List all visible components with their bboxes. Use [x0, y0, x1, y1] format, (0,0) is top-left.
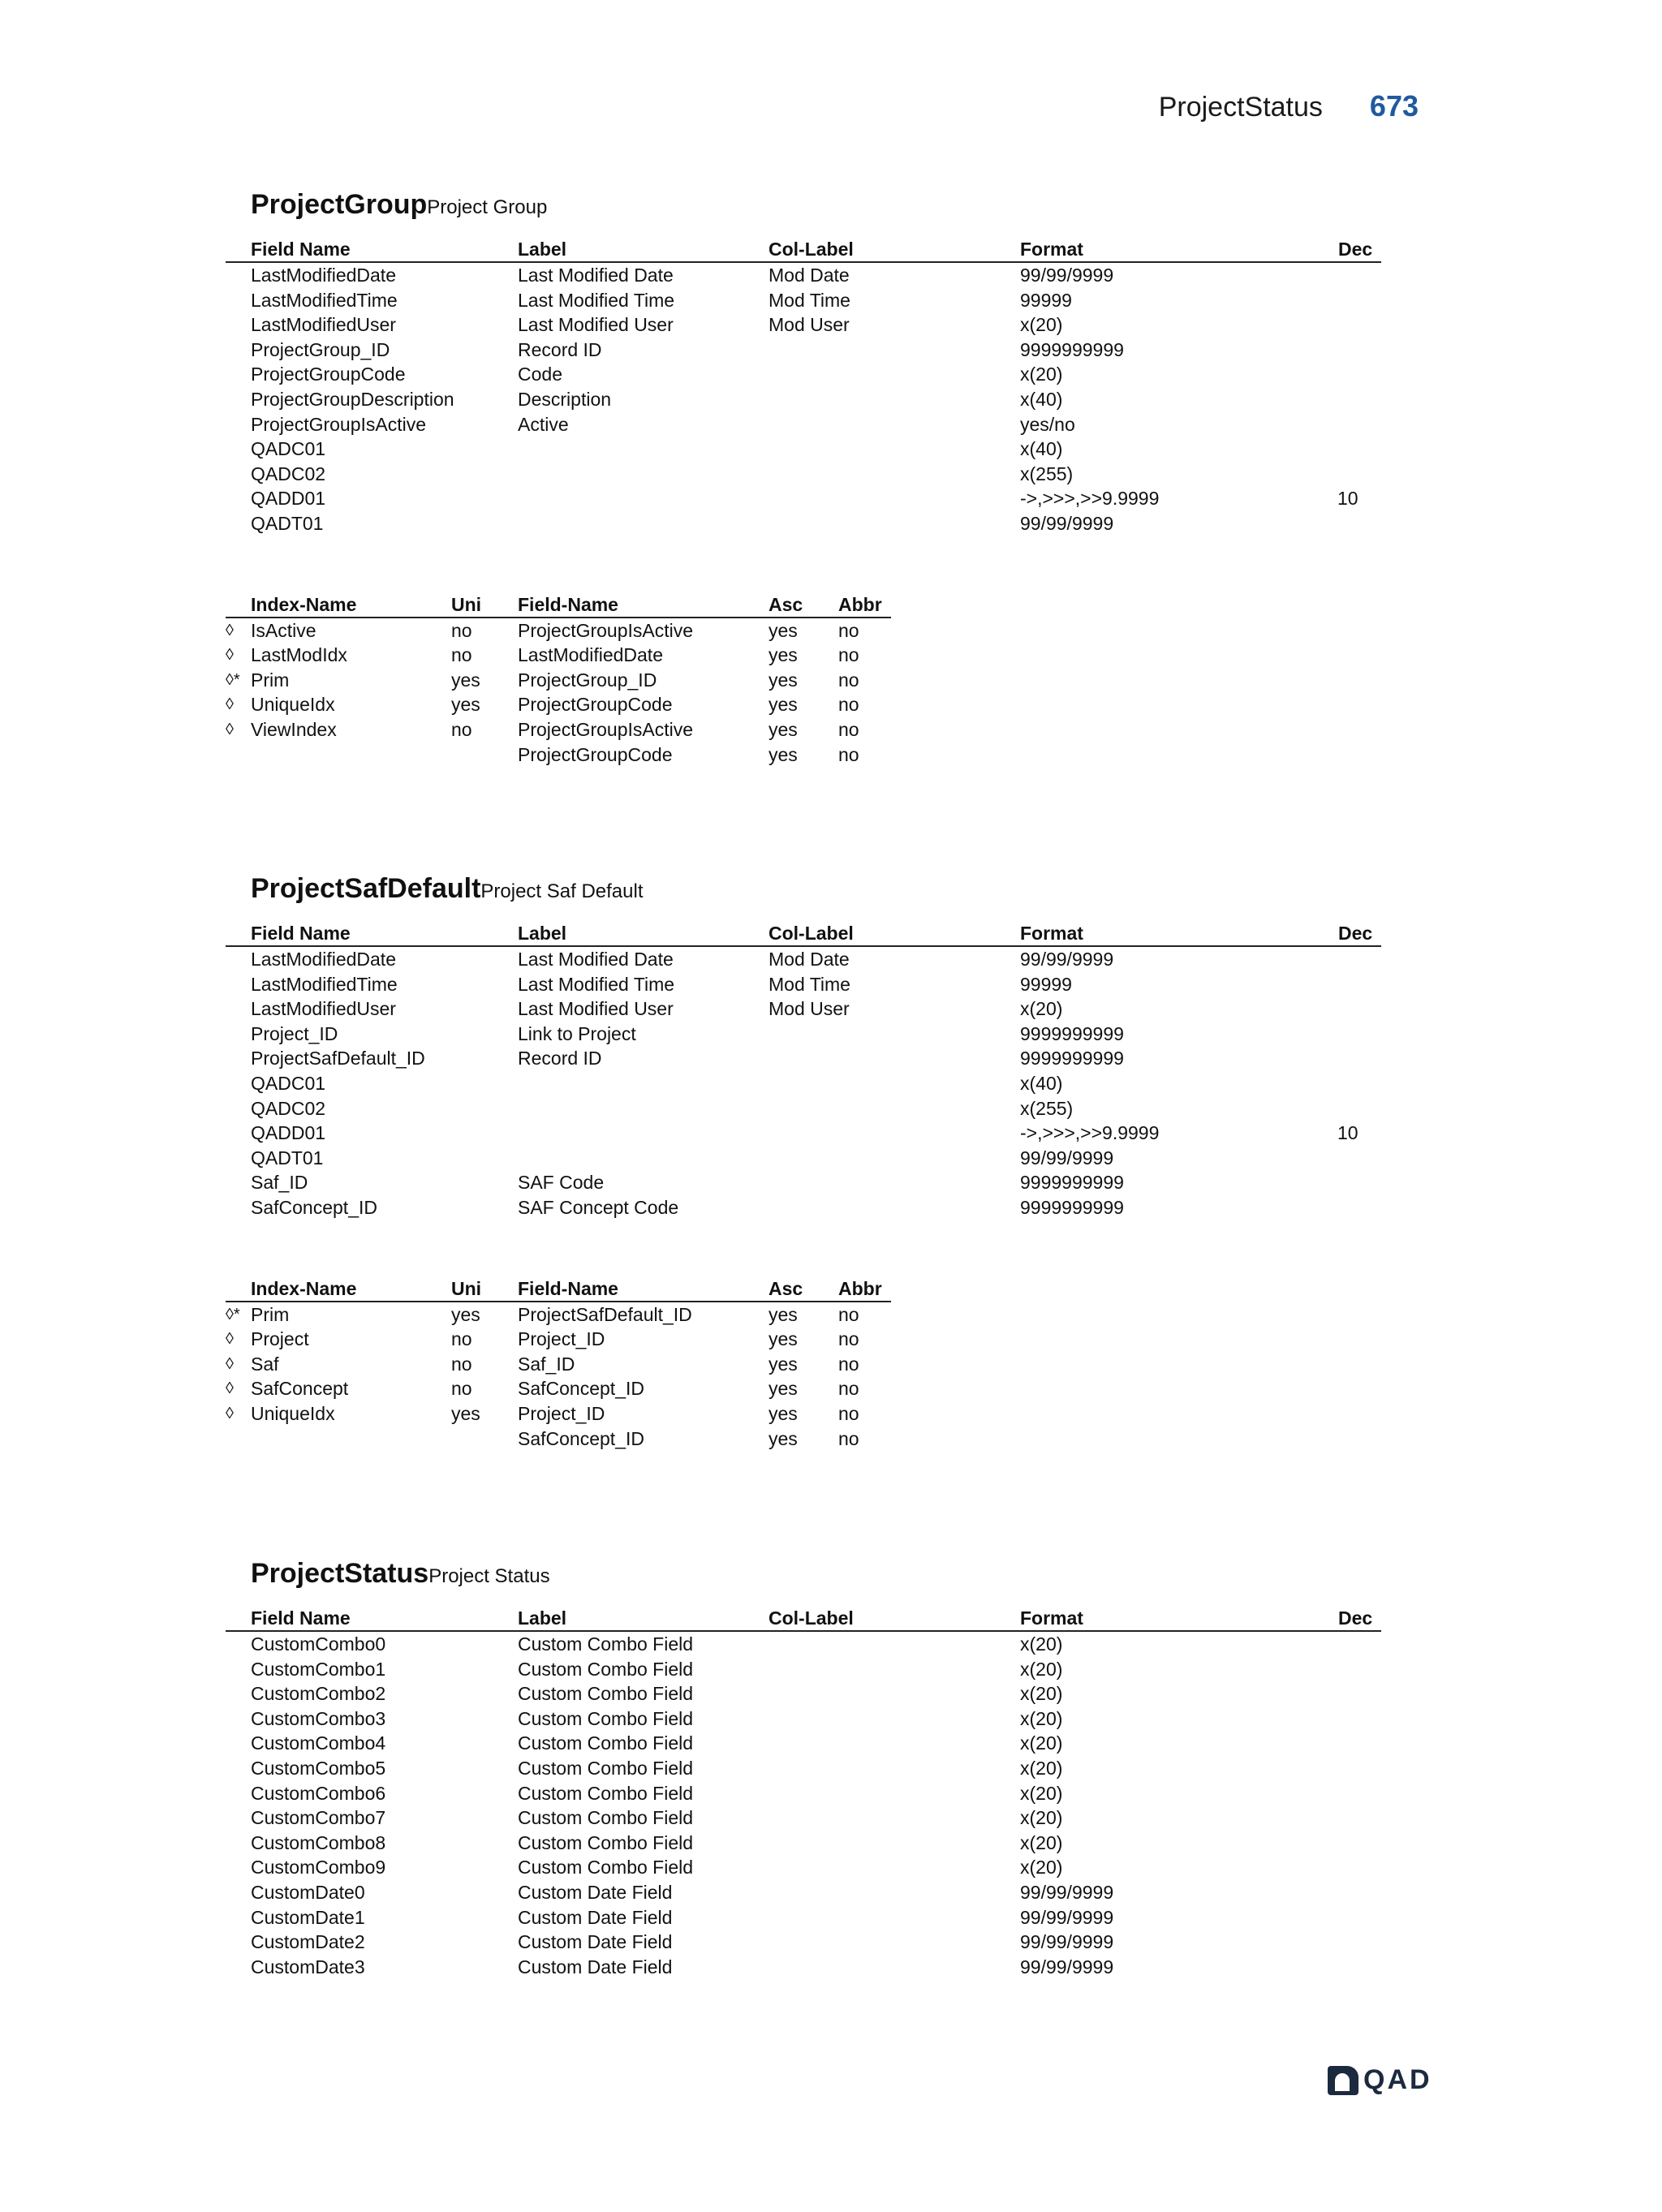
field-name: CustomCombo8	[251, 1831, 386, 1853]
header-label: Label	[518, 1607, 567, 1629]
table-row	[226, 1706, 1381, 1732]
field-name: CustomCombo6	[251, 1782, 386, 1804]
page-header	[1159, 89, 1419, 123]
table-row	[226, 1022, 1381, 1047]
index-table-header	[226, 593, 891, 618]
index-unique: no	[451, 1353, 472, 1375]
header-col-label: Col-Label	[769, 239, 854, 260]
field-name: CustomCombo0	[251, 1633, 386, 1655]
table-section-projectsafdefault	[226, 873, 1381, 1451]
index-marker: ◊	[226, 1330, 234, 1349]
table-name: ProjectSafDefault	[251, 873, 481, 904]
index-marker: ◊	[226, 720, 234, 738]
field-name: CustomCombo5	[251, 1757, 386, 1779]
table-row	[226, 387, 1381, 412]
header-field-name: Field Name	[251, 239, 351, 260]
field-name: LastModifiedUser	[251, 314, 396, 336]
header-col-label: Col-Label	[769, 1607, 854, 1629]
field-format: x(20)	[1020, 1707, 1063, 1729]
index-field-name: SafConcept_ID	[518, 1427, 644, 1449]
field-col-label: Mod User	[769, 314, 850, 336]
field-name: CustomCombo2	[251, 1683, 386, 1705]
table-row	[226, 668, 891, 693]
field-name: CustomDate3	[251, 1956, 365, 1977]
section-title	[251, 1558, 1406, 1595]
header-dec: Dec	[1338, 239, 1373, 260]
field-label: Custom Date Field	[518, 1906, 673, 1928]
table-row	[226, 1121, 1381, 1146]
index-abbr: no	[838, 718, 859, 740]
table-row	[226, 1930, 1381, 1955]
index-unique: yes	[451, 669, 480, 691]
table-description: Project Group	[427, 196, 548, 218]
field-format: 99/99/9999	[1020, 1147, 1114, 1168]
field-table-header	[226, 922, 1381, 947]
index-abbr: no	[838, 619, 859, 641]
field-name: LastModifiedUser	[251, 998, 396, 1020]
field-format: x(20)	[1020, 1831, 1063, 1853]
table-section-projectstatus	[226, 1558, 1381, 1979]
field-label: Custom Combo Field	[518, 1683, 694, 1705]
field-format: x(20)	[1020, 1782, 1063, 1804]
field-format: 9999999999	[1020, 1048, 1124, 1069]
header-label: Label	[518, 923, 567, 944]
field-label: Custom Combo Field	[518, 1807, 694, 1829]
index-name: Saf	[251, 1353, 279, 1375]
index-abbr: no	[838, 1378, 859, 1400]
field-label: Custom Combo Field	[518, 1658, 694, 1680]
field-label: Custom Combo Field	[518, 1707, 694, 1729]
running-title: ProjectStatus	[1158, 92, 1323, 123]
header-uni: Uni	[451, 1277, 482, 1299]
field-name: CustomCombo3	[251, 1707, 386, 1729]
field-name: CustomCombo4	[251, 1732, 386, 1754]
table-row	[226, 1376, 891, 1401]
index-unique: no	[451, 644, 472, 666]
table-row	[226, 742, 891, 768]
field-format: x(40)	[1020, 388, 1063, 410]
index-unique: yes	[451, 1402, 480, 1424]
field-format: 9999999999	[1020, 1196, 1124, 1218]
field-format: 9999999999	[1020, 338, 1124, 360]
table-row	[226, 1756, 1381, 1781]
index-unique: no	[451, 1378, 472, 1400]
field-name: Saf_ID	[251, 1172, 308, 1194]
field-format: x(20)	[1020, 1757, 1063, 1779]
table-row	[226, 1071, 1381, 1096]
index-field-name: ProjectGroupCode	[518, 694, 673, 716]
index-name: UniqueIdx	[251, 1402, 335, 1424]
index-name: UniqueIdx	[251, 694, 335, 716]
table-row	[226, 312, 1381, 338]
header-abbr: Abbr	[838, 1277, 882, 1299]
header-format: Format	[1020, 239, 1083, 260]
field-name: CustomCombo1	[251, 1658, 386, 1680]
index-asc: yes	[769, 718, 798, 740]
table-description: Project Saf Default	[480, 880, 644, 902]
index-asc: yes	[769, 1427, 798, 1449]
field-format: x(20)	[1020, 1633, 1063, 1655]
table-row	[226, 1955, 1381, 1980]
field-label: Last Modified Date	[518, 265, 674, 286]
table-row	[226, 972, 1381, 997]
index-name: ViewIndex	[251, 718, 337, 740]
index-marker: ◊*	[226, 670, 240, 689]
field-table-header	[226, 1607, 1381, 1632]
table-row	[226, 1096, 1381, 1121]
index-unique: no	[451, 718, 472, 740]
header-abbr: Abbr	[838, 593, 882, 615]
qad-logo	[1328, 2064, 1432, 2096]
table-row	[226, 1831, 1381, 1856]
index-name: LastModIdx	[251, 644, 347, 666]
field-label: Active	[518, 413, 569, 435]
table-row	[226, 1805, 1381, 1831]
field-format: x(20)	[1020, 1658, 1063, 1680]
field-format: ->,>>>,>>9.9999	[1020, 488, 1160, 510]
field-dec: 10	[1337, 1122, 1358, 1144]
field-label: Custom Combo Field	[518, 1857, 694, 1878]
index-marker: ◊	[226, 695, 234, 714]
field-name: ProjectSafDefault_ID	[251, 1048, 425, 1069]
index-marker: ◊	[226, 646, 234, 665]
field-col-label: Mod Time	[769, 289, 850, 311]
field-format: ->,>>>,>>9.9999	[1020, 1122, 1160, 1144]
index-field-name: Saf_ID	[518, 1353, 575, 1375]
field-name: ProjectGroupCode	[251, 364, 406, 385]
field-col-label: Mod User	[769, 998, 850, 1020]
table-row	[226, 1632, 1381, 1657]
field-format: yes/no	[1020, 413, 1075, 435]
table-row	[226, 1146, 1381, 1171]
header-format: Format	[1020, 1607, 1083, 1629]
table-row	[226, 1401, 891, 1427]
field-name: LastModifiedDate	[251, 949, 396, 970]
table-row	[226, 1781, 1381, 1806]
field-name: ProjectGroupIsActive	[251, 413, 427, 435]
table-row	[226, 462, 1381, 487]
field-label: Link to Project	[518, 1022, 636, 1044]
index-table	[226, 1277, 891, 1452]
table-row	[226, 1731, 1381, 1756]
table-row	[226, 263, 1381, 288]
table-row	[226, 1195, 1381, 1220]
table-description: Project Status	[428, 1565, 550, 1587]
field-format: 99/99/9999	[1020, 512, 1114, 534]
field-format: 9999999999	[1020, 1172, 1124, 1194]
field-name: LastModifiedTime	[251, 289, 398, 311]
field-label: Custom Combo Field	[518, 1732, 694, 1754]
table-row	[226, 1427, 891, 1452]
field-label: SAF Code	[518, 1172, 605, 1194]
table-row	[226, 288, 1381, 313]
table-row	[226, 1327, 891, 1352]
table-row	[226, 1657, 1381, 1682]
index-asc: yes	[769, 694, 798, 716]
table-name: ProjectStatus	[251, 1558, 429, 1589]
index-unique: no	[451, 1328, 472, 1350]
field-name: CustomDate2	[251, 1931, 365, 1953]
field-name: CustomDate1	[251, 1906, 365, 1928]
field-name: QADT01	[251, 512, 324, 534]
index-marker: ◊	[226, 1379, 234, 1398]
field-name: QADC02	[251, 1097, 326, 1119]
index-name: Project	[251, 1328, 309, 1350]
field-format: 99/99/9999	[1020, 1956, 1114, 1977]
field-name: CustomCombo9	[251, 1857, 386, 1878]
table-row	[226, 717, 891, 742]
index-abbr: no	[838, 1303, 859, 1325]
index-asc: yes	[769, 669, 798, 691]
table-row	[226, 362, 1381, 387]
section-title	[251, 873, 1406, 910]
index-marker: ◊	[226, 1354, 234, 1373]
field-label: Last Modified Date	[518, 949, 674, 970]
table-row	[226, 486, 1381, 511]
field-label: SAF Concept Code	[518, 1196, 679, 1218]
header-label: Label	[518, 239, 567, 260]
field-name: QADD01	[251, 1122, 326, 1144]
field-label: Description	[518, 388, 612, 410]
index-field-name: ProjectGroupIsActive	[518, 619, 694, 641]
field-format: x(255)	[1020, 463, 1074, 484]
field-table	[226, 238, 1381, 536]
field-name: QADC01	[251, 1072, 326, 1094]
header-col-label: Col-Label	[769, 923, 854, 944]
table-row	[226, 1046, 1381, 1071]
field-dec: 10	[1337, 488, 1358, 510]
header-format: Format	[1020, 923, 1083, 944]
header-index-name: Index-Name	[251, 593, 357, 615]
header-field-name: Field-Name	[518, 593, 618, 615]
header-asc: Asc	[769, 1277, 803, 1299]
field-label: Custom Date Field	[518, 1881, 673, 1903]
field-col-label: Mod Date	[769, 949, 850, 970]
index-abbr: no	[838, 669, 859, 691]
field-format: x(40)	[1020, 1072, 1063, 1094]
field-format: 99999	[1020, 973, 1072, 995]
field-format: 99/99/9999	[1020, 1906, 1114, 1928]
index-marker: ◊	[226, 621, 234, 639]
table-row	[226, 1880, 1381, 1905]
header-index-name: Index-Name	[251, 1277, 357, 1299]
index-asc: yes	[769, 644, 798, 666]
field-table	[226, 922, 1381, 1220]
field-format: x(20)	[1020, 1807, 1063, 1829]
table-row	[226, 1905, 1381, 1930]
index-abbr: no	[838, 694, 859, 716]
index-field-name: Project_ID	[518, 1402, 605, 1424]
header-dec: Dec	[1338, 923, 1373, 944]
field-label: Custom Combo Field	[518, 1782, 694, 1804]
field-name: QADC01	[251, 438, 326, 460]
field-label: Custom Combo Field	[518, 1757, 694, 1779]
field-format: 99/99/9999	[1020, 1931, 1114, 1953]
index-unique: yes	[451, 1303, 480, 1325]
field-format: 99/99/9999	[1020, 949, 1114, 970]
field-format: x(40)	[1020, 438, 1063, 460]
field-format: x(20)	[1020, 1683, 1063, 1705]
table-row	[226, 692, 891, 717]
logo-wordmark: QAD	[1363, 2064, 1432, 2095]
field-name: LastModifiedTime	[251, 973, 398, 995]
field-name: QADT01	[251, 1147, 324, 1168]
index-field-name: LastModifiedDate	[518, 644, 663, 666]
index-field-name: Project_ID	[518, 1328, 605, 1350]
field-label: Custom Date Field	[518, 1956, 673, 1977]
table-row	[226, 1170, 1381, 1195]
table-name: ProjectGroup	[251, 189, 428, 220]
field-label: Last Modified Time	[518, 973, 675, 995]
table-row	[226, 1855, 1381, 1880]
index-abbr: no	[838, 1328, 859, 1350]
field-label: Record ID	[518, 1048, 602, 1069]
index-marker: ◊*	[226, 1305, 240, 1323]
field-name: QADC02	[251, 463, 326, 484]
field-format: x(20)	[1020, 1857, 1063, 1878]
index-table-header	[226, 1277, 891, 1302]
index-asc: yes	[769, 743, 798, 765]
index-field-name: ProjectSafDefault_ID	[518, 1303, 692, 1325]
field-col-label: Mod Time	[769, 973, 850, 995]
field-label: Code	[518, 364, 562, 385]
index-name: Prim	[251, 1303, 290, 1325]
index-field-name: ProjectGroup_ID	[518, 669, 657, 691]
index-abbr: no	[838, 644, 859, 666]
field-format: 9999999999	[1020, 1022, 1124, 1044]
field-name: CustomDate0	[251, 1881, 365, 1903]
field-label: Last Modified User	[518, 998, 674, 1020]
qad-logo-icon	[1328, 2066, 1358, 2095]
field-name: ProjectGroup_ID	[251, 338, 390, 360]
index-unique: yes	[451, 694, 480, 716]
table-row	[226, 511, 1381, 536]
field-format: x(255)	[1020, 1097, 1074, 1119]
field-format: x(20)	[1020, 1732, 1063, 1754]
field-format: x(20)	[1020, 998, 1063, 1020]
header-uni: Uni	[451, 593, 482, 615]
field-name: ProjectGroupDescription	[251, 388, 454, 410]
page-number: 673	[1369, 89, 1419, 123]
field-label: Last Modified Time	[518, 289, 675, 311]
field-name: QADD01	[251, 488, 326, 510]
field-format: x(20)	[1020, 364, 1063, 385]
table-row	[226, 1302, 891, 1328]
index-abbr: no	[838, 1353, 859, 1375]
index-table	[226, 593, 891, 768]
table-row	[226, 338, 1381, 363]
field-name: SafConcept_ID	[251, 1196, 377, 1218]
field-name: CustomCombo7	[251, 1807, 386, 1829]
index-name: Prim	[251, 669, 290, 691]
field-name: Project_ID	[251, 1022, 338, 1044]
table-row	[226, 1681, 1381, 1706]
field-format: x(20)	[1020, 314, 1063, 336]
field-name: LastModifiedDate	[251, 265, 396, 286]
field-label: Last Modified User	[518, 314, 674, 336]
field-table-header	[226, 238, 1381, 263]
field-col-label: Mod Date	[769, 265, 850, 286]
index-asc: yes	[769, 1353, 798, 1375]
index-name: SafConcept	[251, 1378, 349, 1400]
table-section-projectgroup	[226, 189, 1381, 767]
index-name: IsActive	[251, 619, 316, 641]
header-field-name: Field Name	[251, 1607, 351, 1629]
table-row	[226, 437, 1381, 462]
index-field-name: SafConcept_ID	[518, 1378, 644, 1400]
header-asc: Asc	[769, 593, 803, 615]
section-title	[251, 189, 1406, 226]
field-label: Custom Combo Field	[518, 1633, 694, 1655]
index-abbr: no	[838, 1427, 859, 1449]
field-format: 99/99/9999	[1020, 265, 1114, 286]
header-field-name: Field Name	[251, 923, 351, 944]
field-format: 99999	[1020, 289, 1072, 311]
index-marker: ◊	[226, 1404, 234, 1422]
field-format: 99/99/9999	[1020, 1881, 1114, 1903]
index-asc: yes	[769, 619, 798, 641]
index-abbr: no	[838, 743, 859, 765]
header-field-name: Field-Name	[518, 1277, 618, 1299]
index-asc: yes	[769, 1328, 798, 1350]
table-row	[226, 947, 1381, 972]
field-label: Custom Date Field	[518, 1931, 673, 1953]
field-label: Record ID	[518, 338, 602, 360]
table-row	[226, 1352, 891, 1377]
index-abbr: no	[838, 1402, 859, 1424]
index-asc: yes	[769, 1378, 798, 1400]
index-asc: yes	[769, 1402, 798, 1424]
table-row	[226, 643, 891, 668]
header-dec: Dec	[1338, 1607, 1373, 1629]
table-row	[226, 412, 1381, 437]
field-label: Custom Combo Field	[518, 1831, 694, 1853]
index-unique: no	[451, 619, 472, 641]
field-table	[226, 1607, 1381, 1979]
index-field-name: ProjectGroupCode	[518, 743, 673, 765]
index-asc: yes	[769, 1303, 798, 1325]
table-row	[226, 996, 1381, 1022]
index-field-name: ProjectGroupIsActive	[518, 718, 694, 740]
table-row	[226, 618, 891, 643]
